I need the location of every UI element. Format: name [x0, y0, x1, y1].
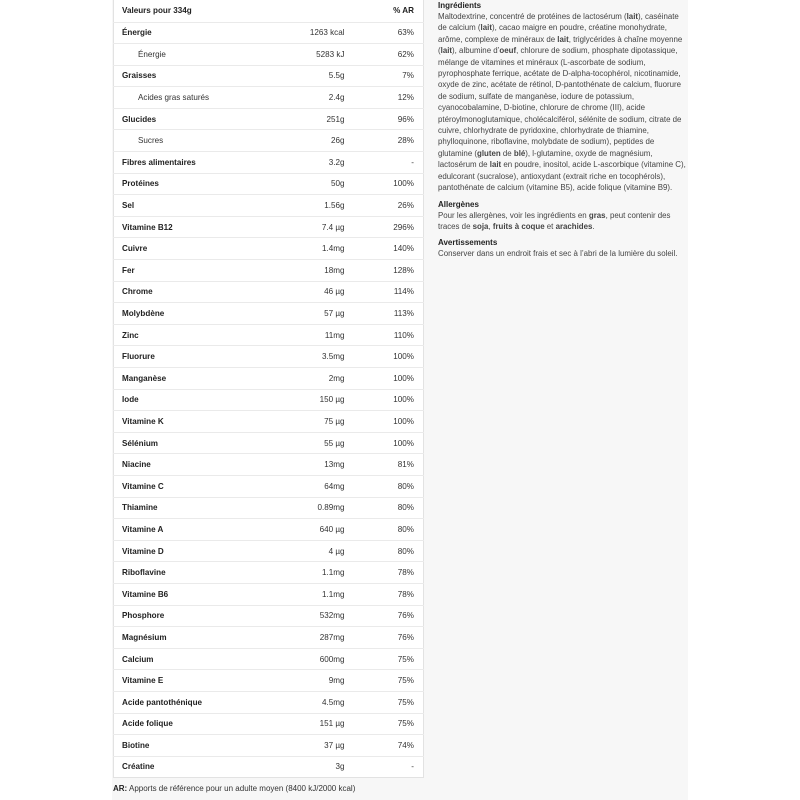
allergens-text — [438, 210, 688, 233]
nutrient-name: Acides gras saturés — [114, 87, 287, 109]
warnings-section — [438, 237, 688, 259]
nutrient-percent: 81% — [346, 454, 424, 476]
footnote-label: AR: — [113, 784, 128, 793]
bold-allergen-term: blé — [513, 148, 526, 158]
bold-allergen-term: gluten — [477, 148, 501, 158]
nutrient-amount: 13mg — [287, 454, 346, 476]
table-row — [114, 195, 424, 217]
header-amount — [287, 0, 346, 22]
nutrient-amount: 600mg — [287, 648, 346, 670]
nutrient-amount: 50g — [287, 173, 346, 195]
nutrient-name: Fluorure — [114, 346, 287, 368]
nutrient-percent: 76% — [346, 605, 424, 627]
table-row — [114, 454, 424, 476]
text-segment: , chlorure de sodium, phosphate dipotassique, mélange de vitamines et minéraux (L-ascorbate de sodium, pyrophosphate ferrique, acétate de D-alpha-tocophérol, nicotinamide, oxyde de zinc, acétate de rétinol, D-pantothénate de calcium, fluorure de sodium, sulfate de manganèse, iodure de potassium, cyanocobalamine, D-biotine, chlorure de chrome (III), acide ptéroylmonoglutamique, cholécalciférol, sélénite de sodium, citrate de cuivre, chlorhydrate de pyridoxine, chlorhydrate de thiamine, phylloquinone, riboflavine, molybdate de sodium), peptides de glutamine ( — [438, 46, 682, 158]
header-name: Valeurs pour 334g — [122, 6, 192, 16]
nutrient-amount: 4 µg — [287, 540, 346, 562]
nutrient-name: Molybdène — [114, 303, 287, 325]
nutrient-name: Sélénium — [114, 432, 287, 454]
table-row — [114, 173, 424, 195]
nutrient-name: Chrome — [114, 281, 287, 303]
table-row — [114, 432, 424, 454]
nutrient-percent: 100% — [346, 346, 424, 368]
nutrient-percent: 74% — [346, 735, 424, 757]
nutrient-percent: 76% — [346, 627, 424, 649]
table-row — [114, 627, 424, 649]
table-row — [114, 281, 424, 303]
nutrient-amount: 1.1mg — [287, 583, 346, 605]
nutrient-name: Manganèse — [114, 368, 287, 390]
nutrient-percent: 110% — [346, 324, 424, 346]
header-percent: % AR — [393, 6, 414, 16]
nutrient-name: Acide folique — [114, 713, 287, 735]
ingredients-section — [438, 0, 688, 194]
nutrient-percent: - — [346, 152, 424, 174]
nutrient-name: Niacine — [114, 454, 287, 476]
nutrient-amount: 5283 kJ — [287, 44, 346, 66]
nutrient-amount: 46 µg — [287, 281, 346, 303]
table-row — [114, 238, 424, 260]
nutrient-amount: 1.4mg — [287, 238, 346, 260]
table-row — [114, 346, 424, 368]
ingredients-title: Ingrédients — [438, 1, 482, 10]
ingredients-text — [438, 11, 688, 194]
nutrient-name: Énergie — [114, 44, 287, 66]
nutrient-amount: 3.5mg — [287, 346, 346, 368]
footnote-text: Apports de référence pour un adulte moyen (8400 kJ/2000 kcal) — [127, 784, 356, 793]
bold-allergen-term: gras — [588, 210, 606, 220]
nutrient-amount: 37 µg — [287, 735, 346, 757]
nutrient-percent: 100% — [346, 368, 424, 390]
nutrient-name: Zinc — [114, 324, 287, 346]
text-segment: , — [488, 221, 493, 231]
nutrient-percent: 80% — [346, 497, 424, 519]
allergens-section — [438, 199, 688, 233]
nutrient-percent: 100% — [346, 389, 424, 411]
nutrient-percent: 80% — [346, 475, 424, 497]
table-row — [114, 65, 424, 87]
nutrient-amount: 7.4 µg — [287, 216, 346, 238]
nutrient-amount: 26g — [287, 130, 346, 152]
nutrient-percent: 100% — [346, 173, 424, 195]
nutrient-name: Vitamine B6 — [114, 583, 287, 605]
nutrient-name: Calcium — [114, 648, 287, 670]
nutrient-percent: 114% — [346, 281, 424, 303]
nutrient-percent: 296% — [346, 216, 424, 238]
warnings-title: Avertissements — [438, 238, 498, 248]
nutrient-percent: - — [346, 756, 424, 778]
nutrient-amount: 2mg — [287, 368, 346, 390]
text-segment: , triglycérides à chaîne moyenne ( — [438, 34, 683, 56]
nutrient-name: Créatine — [114, 756, 287, 778]
table-row — [114, 108, 424, 130]
nutrition-table-body — [114, 22, 424, 778]
nutrient-name: Acide pantothénique — [114, 691, 287, 713]
nutrient-name: Vitamine B12 — [114, 216, 287, 238]
nutrient-percent: 113% — [346, 303, 424, 325]
text-segment: . — [592, 221, 595, 231]
table-row — [114, 411, 424, 433]
nutrient-amount: 3.2g — [287, 152, 346, 174]
nutrient-name: Phosphore — [114, 605, 287, 627]
table-row — [114, 540, 424, 562]
nutrient-percent: 128% — [346, 260, 424, 282]
bold-allergen-term: lait — [440, 46, 453, 56]
table-row — [114, 756, 424, 778]
nutrient-percent: 75% — [346, 713, 424, 735]
table-row — [114, 497, 424, 519]
nutrition-table — [113, 0, 424, 778]
table-row — [114, 735, 424, 757]
nutrient-percent: 12% — [346, 87, 424, 109]
table-row — [114, 22, 424, 44]
table-row — [114, 691, 424, 713]
table-row — [114, 130, 424, 152]
text-segment: ), l-glutamine, oxyde de magnésium, lactosérum de — [438, 148, 653, 170]
text-segment: en poudre, inositol, acide L-ascorbique (vitamine C), edulcorant (sucralose), antioxydant (extrait riche en tocophérols), pantothénate de calcium (vitamine B5), acide folique (vitamine B9). — [438, 160, 686, 193]
product-info — [438, 0, 688, 265]
nutrient-amount: 532mg — [287, 605, 346, 627]
nutrient-percent: 100% — [346, 411, 424, 433]
table-row — [114, 303, 424, 325]
nutrient-percent: 80% — [346, 519, 424, 541]
nutrient-name: Graisses — [114, 65, 287, 87]
nutrient-percent: 80% — [346, 540, 424, 562]
bold-allergen-term: arachides — [555, 221, 593, 231]
nutrient-name: Fer — [114, 260, 287, 282]
nutrient-name: Vitamine C — [114, 475, 287, 497]
text-segment: de — [500, 148, 514, 158]
nutrient-name: Vitamine K — [114, 411, 287, 433]
nutrient-amount: 18mg — [287, 260, 346, 282]
table-row — [114, 260, 424, 282]
warnings-text: Conserver dans un endroit frais et sec à l’abri de la lumière du soleil. — [438, 249, 678, 259]
table-row — [114, 44, 424, 66]
table-row — [114, 152, 424, 174]
nutrient-amount: 9mg — [287, 670, 346, 692]
table-row — [114, 87, 424, 109]
text-segment: Maltodextrine, concentré de protéines de lactosérum ( — [438, 12, 627, 21]
nutrient-percent: 78% — [346, 562, 424, 584]
nutrient-amount: 0.89mg — [287, 497, 346, 519]
nutrient-amount: 64mg — [287, 475, 346, 497]
nutrient-amount: 4.5mg — [287, 691, 346, 713]
bold-allergen-term: lait — [489, 160, 502, 170]
nutrient-percent: 63% — [346, 22, 424, 44]
nutrient-amount: 150 µg — [287, 389, 346, 411]
nutrient-percent: 100% — [346, 432, 424, 454]
bold-allergen-term: oeuf — [499, 46, 517, 56]
text-segment: , peut contenir des traces de — [438, 210, 671, 231]
nutrient-name: Biotine — [114, 735, 287, 757]
nutrient-name: Thiamine — [114, 497, 287, 519]
nutrient-amount: 640 µg — [287, 519, 346, 541]
nutrient-percent: 140% — [346, 238, 424, 260]
text-segment: ), albumine d’ — [452, 46, 500, 56]
table-row — [114, 713, 424, 735]
nutrient-name: Cuivre — [114, 238, 287, 260]
nutrient-name: Sel — [114, 195, 287, 217]
nutrient-amount: 3g — [287, 756, 346, 778]
nutrient-name: Énergie — [114, 22, 287, 44]
nutrient-percent: 7% — [346, 65, 424, 87]
nutrient-percent: 62% — [346, 44, 424, 66]
table-row — [114, 583, 424, 605]
bold-allergen-term: soja — [472, 221, 489, 231]
table-row — [114, 368, 424, 390]
table-row — [114, 605, 424, 627]
bold-allergen-term: lait — [557, 34, 569, 44]
table-row — [114, 389, 424, 411]
nutrient-name: Glucides — [114, 108, 287, 130]
nutrient-amount: 251g — [287, 108, 346, 130]
nutrient-amount: 5.5g — [287, 65, 346, 87]
table-row — [114, 648, 424, 670]
table-header-row — [114, 0, 424, 22]
nutrient-name: Fibres alimentaires — [114, 152, 287, 174]
nutrient-name: Iode — [114, 389, 287, 411]
table-row — [114, 324, 424, 346]
nutrient-name: Vitamine D — [114, 540, 287, 562]
nutrient-percent: 96% — [346, 108, 424, 130]
footnote — [113, 784, 355, 793]
text-segment: ), caséinate de calcium ( — [438, 12, 679, 33]
nutrient-percent: 78% — [346, 583, 424, 605]
table-row — [114, 519, 424, 541]
table-row — [114, 562, 424, 584]
allergens-title: Allergènes — [438, 199, 479, 209]
nutrient-amount: 2.4g — [287, 87, 346, 109]
text-segment: ), cacao maigre en poudre, créatine monohydrate, arôme, complexe de minéraux de — [438, 23, 667, 44]
nutrient-amount: 57 µg — [287, 303, 346, 325]
nutrient-amount: 75 µg — [287, 411, 346, 433]
nutrient-amount: 55 µg — [287, 432, 346, 454]
nutrient-percent: 26% — [346, 195, 424, 217]
nutrient-amount: 11mg — [287, 324, 346, 346]
nutrient-percent: 28% — [346, 130, 424, 152]
nutrient-name: Vitamine E — [114, 670, 287, 692]
nutrient-percent: 75% — [346, 691, 424, 713]
nutrient-amount: 1.1mg — [287, 562, 346, 584]
nutrient-name: Riboflavine — [114, 562, 287, 584]
table-row — [114, 475, 424, 497]
bold-allergen-term: fruits à coque — [492, 221, 545, 231]
bold-allergen-term: lait — [626, 12, 639, 21]
table-row — [114, 216, 424, 238]
nutrient-name: Vitamine A — [114, 519, 287, 541]
nutrient-amount: 287mg — [287, 627, 346, 649]
nutrient-amount: 1263 kcal — [287, 22, 346, 44]
nutrient-name: Magnésium — [114, 627, 287, 649]
nutrient-percent: 75% — [346, 648, 424, 670]
nutrient-amount: 151 µg — [287, 713, 346, 735]
table-row — [114, 670, 424, 692]
bold-allergen-term: lait — [480, 23, 492, 33]
text-segment: et — [544, 221, 556, 231]
nutrient-percent: 75% — [346, 670, 424, 692]
nutrient-name: Protéines — [114, 173, 287, 195]
nutrient-amount: 1.56g — [287, 195, 346, 217]
text-segment: Pour les allergènes, voir les ingrédients en — [438, 210, 589, 220]
nutrient-name: Sucres — [114, 130, 287, 152]
